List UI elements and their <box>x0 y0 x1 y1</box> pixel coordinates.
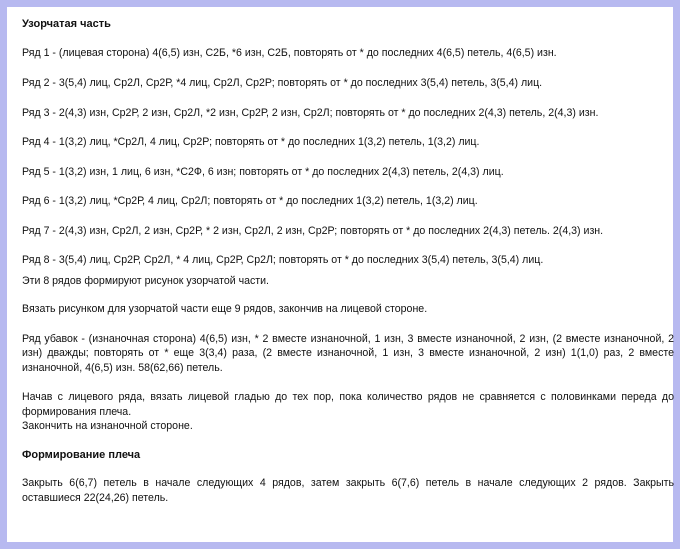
row-2: Ряд 2 - 3(5,4) лиц, Ср2Л, Ср2Р, *4 лиц, Ср2Л, Ср2Р; повторять от * до последних 3(5,4) петель, 3(5,4) лиц. <box>22 77 543 89</box>
row-3: Ряд 3 - 2(4,3) изн, Ср2Р, 2 изн, Ср2Л, *2 изн, Ср2Р, 2 изн, Ср2Л; повторять от * до последних 2(4,3) петель, 2(4,3) изн. <box>22 106 599 119</box>
section-heading-pattern: Узорчатая часть <box>22 18 111 30</box>
row-5: Ряд 5 - 1(3,2) изн, 1 лиц, 6 изн, *С2Ф, 6 изн; повторять от * до последних 2(4,3) петель, 2(4,3) лиц. <box>22 165 504 178</box>
row-8: Ряд 8 - 3(5,4) лиц, Ср2Р, Ср2Л, * 4 лиц, Ср2Р, Ср2Л; повторять от * до последних 3(5,4) петель, 3(5,4) лиц. <box>22 254 544 266</box>
finish-instruction: Закончить на изнаночной стороне. <box>22 420 193 432</box>
document-content <box>22 17 674 505</box>
section-heading-shoulder: Формирование плеча <box>22 448 141 461</box>
stockinette-instruction: Начав с лицевого ряда, вязать лицевой гладью до тех пор, пока количество рядов не сравняется с половинками переда до формирования плеча. <box>22 391 674 418</box>
row-1: Ряд 1 - (лицевая сторона) 4(6,5) изн, С2Б, *6 изн, С2Б, повторять от * до последних 4(6,5) петель, 4(6,5) изн. <box>22 46 557 59</box>
row-6: Ряд 6 - 1(3,2) лиц, *Ср2Р, 4 лиц, Ср2Л; повторять от * до последних 1(3,2) петель, 1(3,2) лиц. <box>22 195 478 207</box>
decrease-row: Ряд убавок - (изнаночная сторона) 4(6,5) изн, * 2 вместе изнаночной, 1 изн, 3 вместе изнаночной, 2 изн, (2 вместе изнаночной, 2 изн) дважды; повторять от * еще 3(3,4) раза, (2 вместе изнаночной, 1 изн, 3 вместе изнаночной, 2 изн) 1(1,0) раз, 2 вместе изнаночной, 4(6,5) изн. 58(62,66) петель. <box>22 332 674 374</box>
row-7: Ряд 7 - 2(4,3) изн, Ср2Л, 2 изн, Ср2Р, * 2 изн, Ср2Л, 2 изн, Ср2Р; повторять от * до последних 2(4,3) петель. 2(4,3) изн. <box>22 224 604 237</box>
row-4: Ряд 4 - 1(3,2) лиц, *Ср2Л, 4 лиц, Ср2Р; повторять от * до последних 1(3,2) петель, 1(3,2) лиц. <box>22 136 480 148</box>
shoulder-instruction: Закрыть 6(6,7) петель в начале следующих 4 рядов, затем закрыть 6(7,6) петель в начале следующих 2 рядов. Закрыть оставшиеся 22(24,26) петель. <box>22 477 674 504</box>
pattern-summary: Эти 8 рядов формируют рисунок узорчатой части. <box>22 274 269 287</box>
continue-instruction: Вязать рисунком для узорчатой части еще 9 рядов, закончив на лицевой стороне. <box>22 303 428 315</box>
